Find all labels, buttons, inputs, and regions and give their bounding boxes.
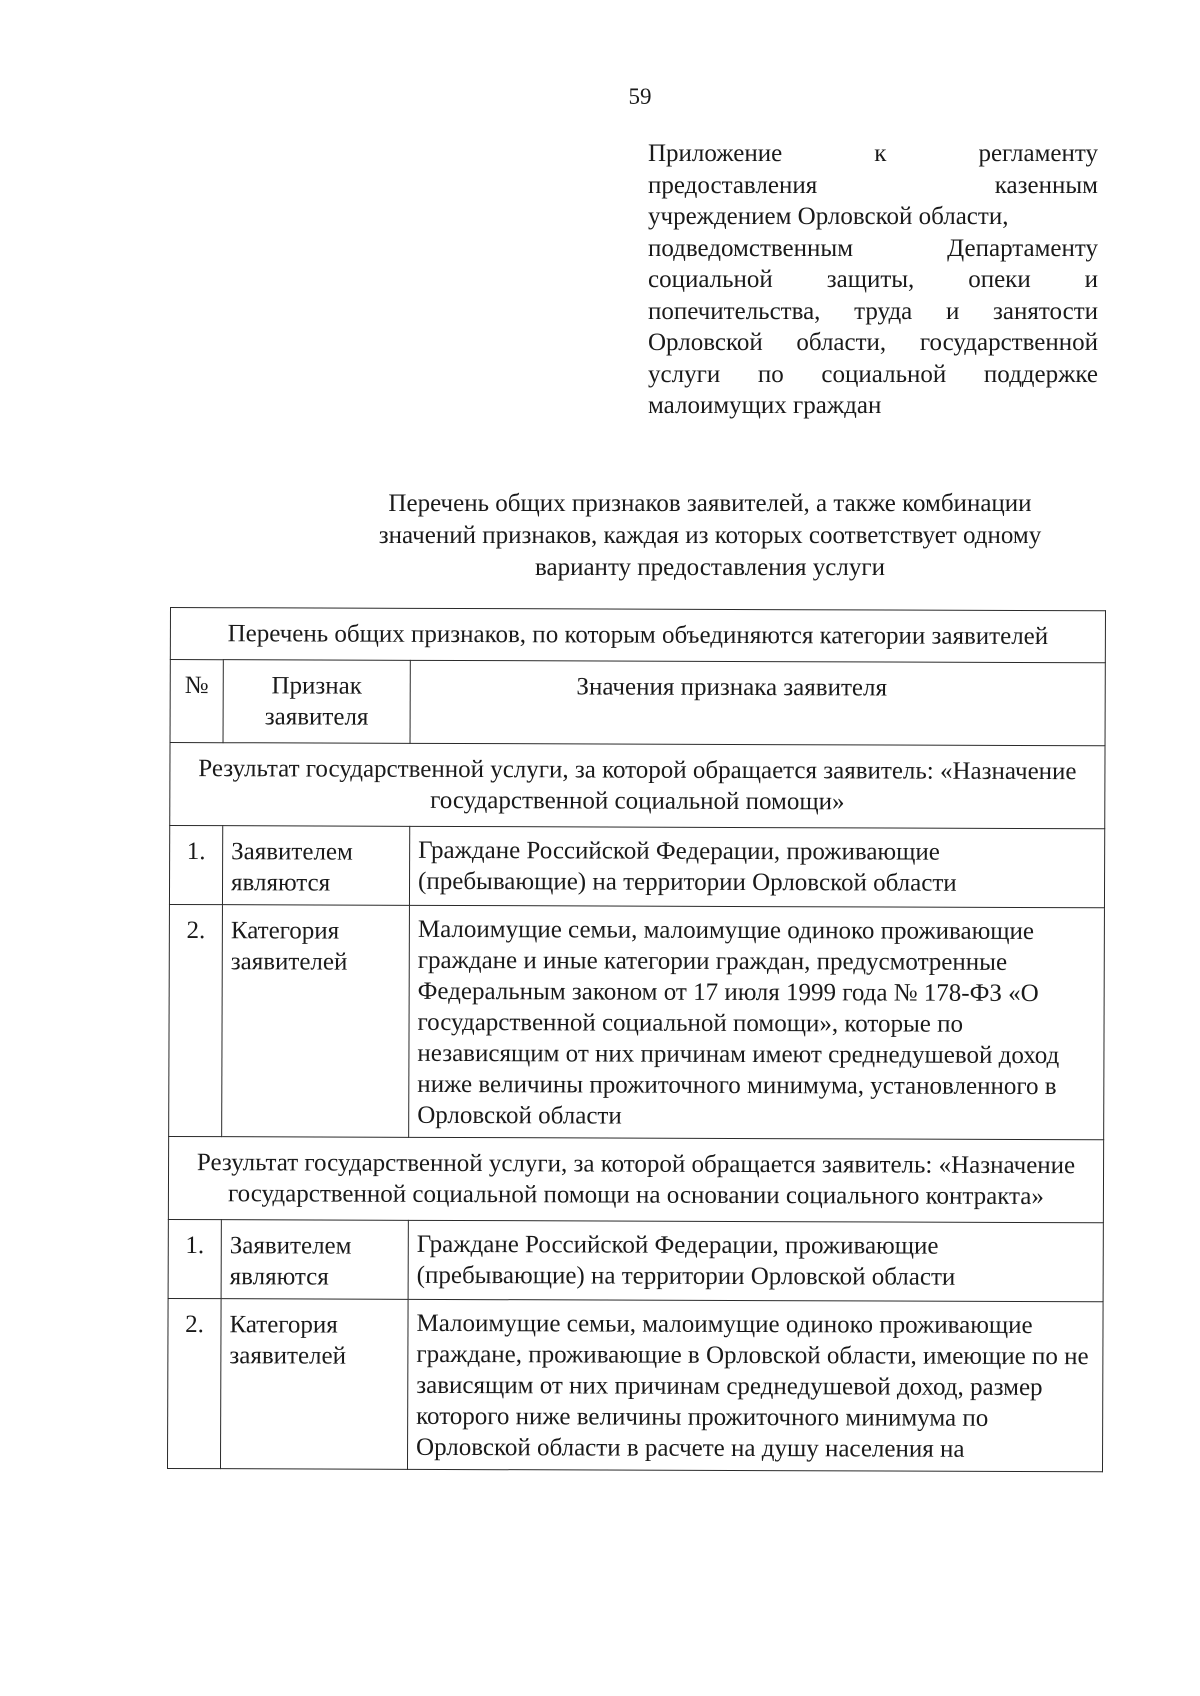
appendix-line: предоставления казенным bbox=[648, 171, 1098, 199]
header-values: Значения признака заявителя bbox=[410, 660, 1105, 745]
row-attribute: Заявителем являются bbox=[222, 826, 409, 906]
row-value: Граждане Российской Федерации, проживающие (пребывающие) на территории Орловской области bbox=[409, 826, 1104, 907]
section-heading-row bbox=[170, 743, 1105, 829]
table-row bbox=[169, 826, 1104, 908]
appendix-line: услуги по социальной поддержке bbox=[648, 360, 1098, 388]
appendix-line: учреждением Орловской области, bbox=[648, 203, 1009, 230]
title-line: Перечень общих признаков заявителей, а также комбинации bbox=[388, 490, 1032, 517]
row-attribute: Категория заявителей bbox=[222, 905, 410, 1138]
table-header-row bbox=[170, 660, 1105, 746]
appendix-line: Орловской области, государственной bbox=[648, 329, 1098, 356]
header-num: № bbox=[170, 660, 223, 743]
appendix-line: Приложение к регламенту bbox=[648, 140, 1098, 167]
row-attribute: Заявителем являются bbox=[221, 1220, 408, 1300]
appendix-line: подведомственным Департаменту bbox=[648, 234, 1098, 262]
row-value: Малоимущие семьи, малоимущие одиноко проживающие граждане и иные категории граждан, предусмотренные Федеральным законом от 17 июля 1999 года № 178-ФЗ «О государственной социальной помощи», которые по независящим от них причинам имеют среднедушевой доход ниже величины прожиточного минимума, установленного в Орловской области bbox=[409, 905, 1105, 1139]
appendix-line: социальной защиты, опеки и bbox=[648, 266, 1098, 293]
appendix-note bbox=[648, 138, 1098, 422]
table-caption-row bbox=[170, 608, 1105, 663]
section-heading: Результат государственной услуги, за которой обращается заявитель: «Назначение государственной социальной помощи» bbox=[170, 743, 1105, 829]
table-row bbox=[168, 1219, 1103, 1301]
row-value: Малоимущие семьи, малоимущие одиноко проживающие граждане, проживающие в Орловской области, имеющие по не зависящим от них причинам среднедушевой доход, размер которого ниже величины прожиточного минимума по Орловской области в расчете на душу населения на bbox=[407, 1299, 1103, 1471]
table-row bbox=[167, 1298, 1103, 1471]
table-caption: Перечень общих признаков, по которым объединяются категории заявителей bbox=[170, 608, 1105, 663]
document-title bbox=[260, 488, 1160, 584]
title-line: варианту предоставления услуги bbox=[535, 554, 885, 581]
row-attribute: Категория заявителей bbox=[220, 1299, 408, 1470]
appendix-line: малоимущих граждан bbox=[648, 392, 882, 419]
appendix-line: попечительства, труда и занятости bbox=[648, 297, 1098, 325]
section-heading: Результат государственной услуги, за которой обращается заявитель: «Назначение государственной социальной помощи на основании социального контракта» bbox=[168, 1136, 1103, 1222]
row-num: 2. bbox=[169, 904, 223, 1136]
page-number: 59 bbox=[628, 84, 652, 109]
applicant-attributes-table bbox=[167, 607, 1106, 1472]
row-value: Граждане Российской Федерации, проживающие (пребывающие) на территории Орловской области bbox=[408, 1220, 1103, 1301]
row-num: 1. bbox=[169, 826, 222, 905]
title-line: значений признаков, каждая из которых соответствует одному bbox=[378, 522, 1042, 549]
row-num: 2. bbox=[167, 1298, 221, 1468]
header-attribute: Признак заявителя bbox=[223, 660, 410, 744]
row-num: 1. bbox=[168, 1219, 221, 1298]
table-row bbox=[169, 904, 1105, 1139]
section-heading-row bbox=[168, 1136, 1103, 1222]
